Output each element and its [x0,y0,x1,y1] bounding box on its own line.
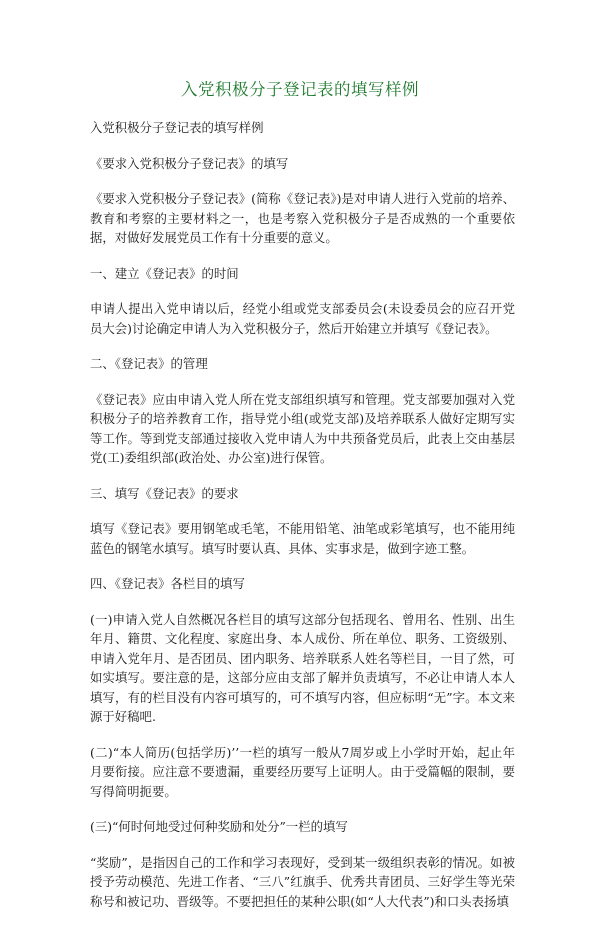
paragraph: 入党积极分子登记表的填写样例 [90,120,264,135]
document-body [90,118,515,927]
section-heading: 三、填写《登记表》的要求 [90,485,239,501]
paragraph: 《要求入党积极分子登记表》的填写 [90,155,289,171]
section-heading: 四、《登记表》各栏目的填写 [90,576,245,591]
section-heading: (三)“何时何地受过何种奖励和处分”一栏的填写 [90,819,348,834]
paragraph: “奖励”，是指因自己的工作和学习表现好，受到某一级组织表彰的情况。如被授予劳动模范、先进工作者、“三八”红旗手、优秀共青团员、三好学生等光荣称号和被记功、晋级等。不要把担任的某种公职(如“人大代表”)和口头表扬填 [90,854,515,909]
page-title: 入党积极分子登记表的填写样例 [181,80,419,99]
section-heading: 二、《登记表》的管理 [90,356,208,371]
paragraph: 填写《登记表》要用钢笔或毛笔，不能用铅笔、油笔或彩笔填写，也不能用纯蓝色的钢笔水填写。填写时要认真、具体、实事求是，做到字迹工整。 [90,521,515,556]
paragraph: 《要求入党积极分子登记表》(简称《登记表》)是对申请人进行入党前的培养、教育和考察的主要材料之一，也是考察入党积极分子是否成熟的一个重要依据，对做好发展党员工作有十分重要的意义。 [90,191,515,245]
section-heading: 一、建立《登记表》的时间 [90,265,239,281]
paragraph: (一)申请入党人自然概况各栏目的填写这部分包括现名、曾用名、性别、出生年月、籍贯、文化程度、家庭出身、本人成份、所在单位、职务、工资级别、申请入党年月、是否团员、团内职务、培养联系人姓名等栏目，一目了然，可如实填写。要注意的是，这部分应由支部了解并负责填写，不必让申请人本人填写，有的栏目没有内容可填写的，可不填写内容，但应标明“无”字。本文来源于好稿吧. [90,611,515,724]
paragraph: (二)“本人简历(包括学历)’’一栏的填写一般从7周岁或上小学时开始，起止年月要衔接。应注意不要遗漏，重要经历要写上证明人。由于受篇幅的限制，要写得简明扼要。 [90,744,515,799]
paragraph: 《登记表》应由申请入党人所在党支部组织填写和管理。党支部要加强对入党积极分子的培养教育工作，指导党小组(或党支部)及培养联系人做好定期写实等工作。等到党支部通过接收入党申请人为中共预备党员后，此表上交由基层党(工)委组织部(政治处、办公室)进行保管。 [90,391,515,465]
paragraph: 申请人提出入党申请以后，经党小组或党支部委员会(未设委员会的应召开党员大会)讨论确定申请人为入党积极分子，然后开始建立并填写《登记表》。 [90,301,515,336]
